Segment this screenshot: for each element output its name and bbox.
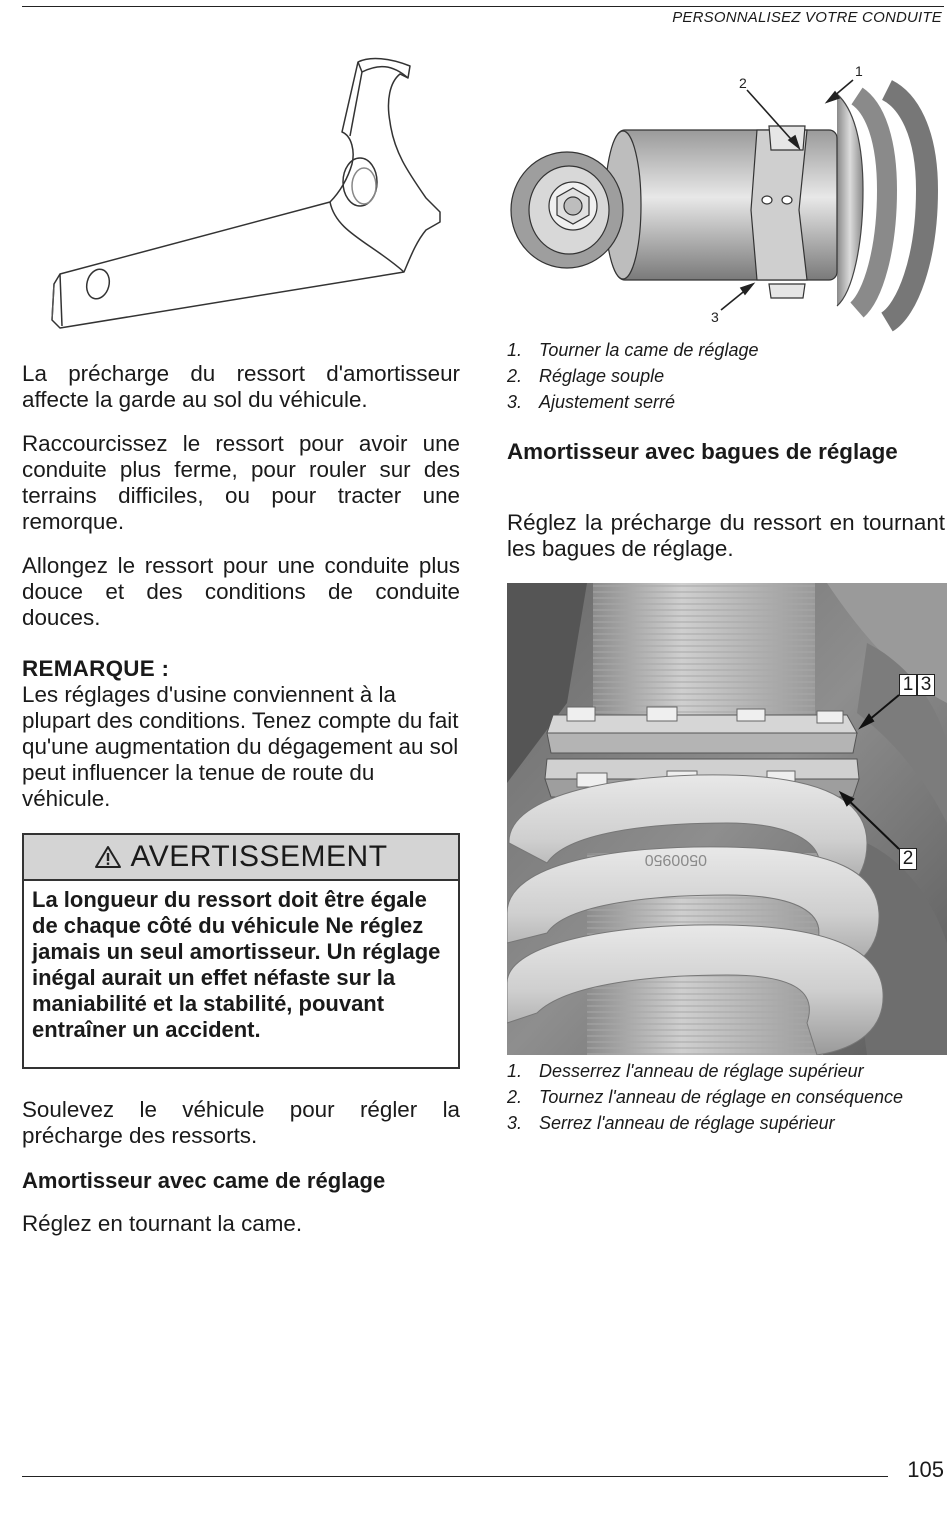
spanner-wrench-illustration: [40, 52, 460, 342]
warning-header: [24, 835, 458, 881]
figure2-caption-list: [507, 1058, 945, 1136]
callout-3: 3: [711, 309, 719, 325]
caption-item: 2. Réglage souple: [507, 366, 665, 386]
running-header: PERSONNALISEZ VOTRE CONDUITE: [672, 9, 942, 26]
warning-title: AVERTISSEMENT: [130, 840, 388, 873]
warning-body: La longueur du ressort doit être égale de chaque côté du véhicule Ne réglez jamais un seul amortisseur. Un réglage inégal aurait un effet néfaste sur la maniabilité et la stabilité, pouvant entraîner un accident.: [32, 887, 441, 1042]
page-number: 105: [907, 1457, 944, 1482]
callout-1: 1: [855, 63, 863, 79]
remarque-heading: REMARQUE :: [22, 656, 170, 681]
heading-rings-shock: Amortisseur avec bagues de réglage: [507, 439, 898, 464]
caption-item: 2. Tournez l'anneau de réglage en conséquence: [507, 1087, 904, 1107]
shock-cam-illustration: [507, 60, 947, 332]
warning-box: [22, 833, 460, 1069]
stamped-part-number: 0500950: [644, 851, 707, 868]
remarque-text: Les réglages d'usine conviennent à la plupart des conditions. Tenez compte du fait qu'une augmentation du dégagement au sol peut influencer la tenue de route du véhicule.: [22, 682, 459, 811]
caption-item: 1. Tourner la came de réglage: [507, 340, 759, 360]
heading-cam-shock: Amortisseur avec came de réglage: [22, 1168, 386, 1193]
header-rule: [22, 6, 944, 7]
footer-rule: [22, 1476, 888, 1477]
paragraph-lift-vehicle: Soulevez le véhicule pour régler la précharge des ressorts.: [22, 1097, 460, 1148]
photo-tag-3: 3: [917, 674, 935, 696]
shock-rings-photo: [507, 583, 947, 1055]
callout-2: 2: [739, 75, 747, 91]
paragraph-preload-intro: La précharge du ressort d'amortisseur affecte la garde au sol du véhicule.: [22, 361, 460, 412]
caption-item: 3. Serrez l'anneau de réglage supérieur: [507, 1113, 835, 1133]
caption-item: 1. Desserrez l'anneau de réglage supérieur: [507, 1061, 864, 1081]
paragraph-shorten-spring: Raccourcissez le ressort pour avoir une conduite plus ferme, pour rouler sur des terrains difficiles, ou pour tracter une remorque.: [22, 431, 460, 534]
photo-tag-2: 2: [899, 848, 917, 870]
remarque-block: [22, 656, 460, 812]
paragraph-rings-adjust: Réglez la précharge du ressort en tournant les bagues de réglage.: [507, 510, 945, 561]
figure1-caption-list: [507, 337, 945, 415]
warning-triangle-icon: [94, 845, 122, 869]
photo-tag-1: 1: [899, 674, 917, 696]
paragraph-lengthen-spring: Allongez le ressort pour une conduite plus douce et des conditions de conduite douces.: [22, 553, 460, 630]
paragraph-cam-adjust: Réglez en tournant la came.: [22, 1211, 303, 1236]
caption-item: 3. Ajustement serré: [507, 392, 676, 412]
